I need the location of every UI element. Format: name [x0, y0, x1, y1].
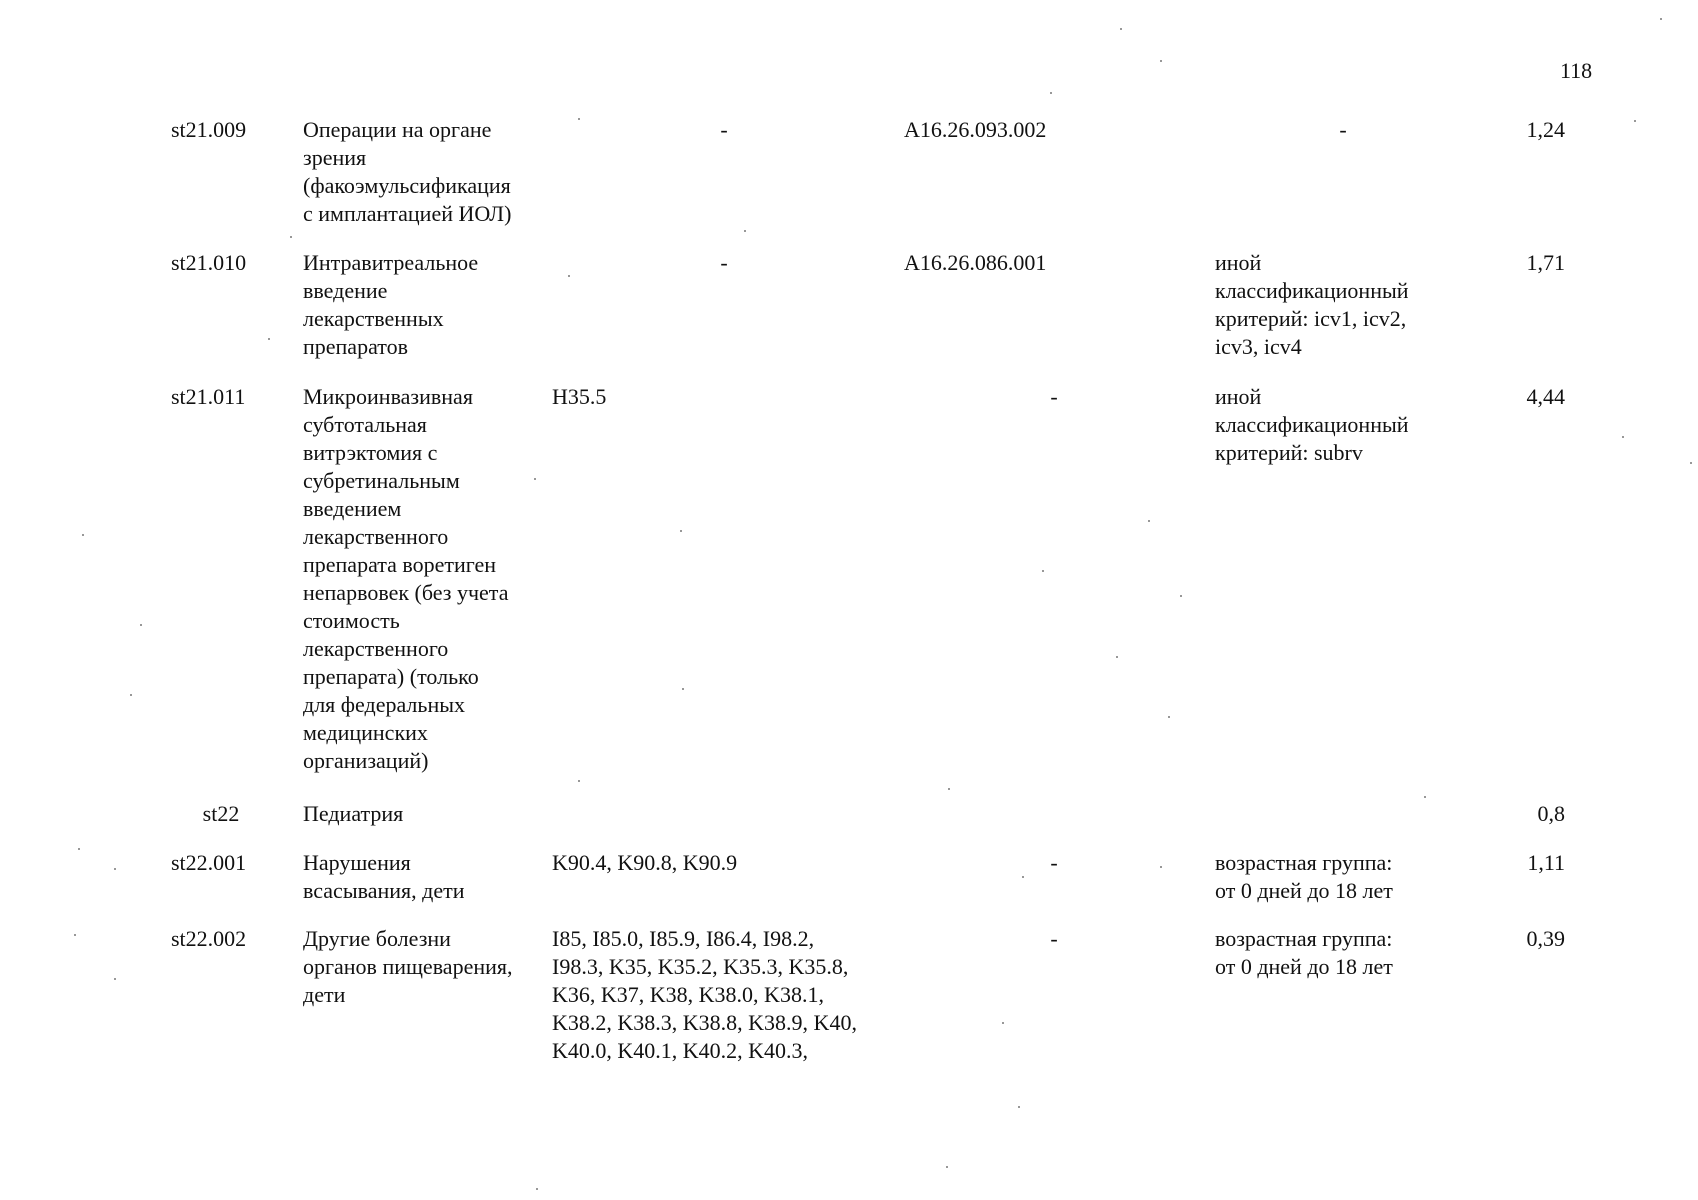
row-name: Интравитреальное введение лекарственных препаратов	[303, 250, 479, 359]
row-code: st21.009	[171, 117, 247, 142]
row-service: -	[1050, 926, 1058, 951]
row-criteria: иной классификационный критерий: subrv	[1215, 384, 1409, 465]
scan-speck	[1120, 28, 1122, 30]
scan-speck	[948, 788, 950, 790]
scan-speck	[1042, 570, 1044, 572]
row-coefficient: 0,8	[1537, 801, 1565, 826]
scan-speck	[1660, 18, 1662, 20]
row-coefficient: 1,11	[1527, 850, 1565, 875]
row-service: -	[1050, 384, 1058, 409]
row-service: A16.26.086.001	[904, 250, 1047, 275]
scan-speck	[82, 534, 84, 536]
scan-speck	[130, 694, 132, 696]
scan-speck	[74, 934, 76, 936]
scan-speck	[1622, 436, 1624, 438]
row-service: A16.26.093.002	[904, 117, 1047, 142]
scan-speck	[578, 118, 580, 120]
scan-speck	[946, 1166, 948, 1168]
row-coefficient: 0,39	[1526, 926, 1565, 951]
row-diagnosis: -	[720, 250, 728, 275]
scan-speck	[1160, 866, 1162, 868]
scan-speck	[578, 780, 580, 782]
scan-speck	[568, 275, 570, 277]
scan-speck	[1002, 1022, 1004, 1024]
row-criteria: иной классификационный критерий: icv1, icv2, icv3, icv4	[1215, 250, 1409, 359]
scan-speck	[140, 624, 142, 626]
row-diagnosis: H35.5	[552, 384, 607, 409]
scan-speck	[1424, 796, 1426, 798]
scan-speck	[1050, 92, 1052, 94]
scan-speck	[78, 848, 80, 850]
row-criteria: -	[1339, 117, 1347, 142]
row-diagnosis: -	[720, 117, 728, 142]
row-criteria: возрастная группа: от 0 дней до 18 лет	[1215, 926, 1393, 979]
scan-speck	[1148, 520, 1150, 522]
scan-speck	[682, 688, 684, 690]
row-name: Операции на органе зрения (факоэмульсификация с имплантацией ИОЛ)	[303, 117, 512, 226]
scan-speck	[1022, 876, 1024, 878]
row-name: Микроинвазивная субтотальная витрэктомия с субретинальным введением лекарственного препарата воретиген непарвовек (без учета стоимость лекарственного препарата) (только для федеральных медицинских организаций)	[303, 384, 509, 773]
page-number: 118	[1560, 58, 1593, 83]
row-coefficient: 1,71	[1526, 250, 1565, 275]
scan-speck	[268, 338, 270, 340]
row-name: Нарушения всасывания, дети	[303, 850, 465, 903]
scan-speck	[1690, 462, 1692, 464]
scan-speck	[1168, 716, 1170, 718]
row-diagnosis: I85, I85.0, I85.9, I86.4, I98.2, I98.3, K35, K35.2, K35.3, K35.8, K36, K37, K38, K38.0, K38.1, K38.2, K38.3, K38.8, K38.9, K40, K40.0, K40.1, K40.2, K40.3,	[552, 926, 857, 1063]
scan-speck	[114, 868, 116, 870]
row-code: st22.002	[171, 926, 247, 951]
scan-speck	[534, 478, 536, 480]
row-service: -	[1050, 850, 1058, 875]
scan-speck	[1018, 1106, 1020, 1108]
scan-speck	[1116, 656, 1118, 658]
row-coefficient: 4,44	[1526, 384, 1565, 409]
row-name: Другие болезни органов пищеварения, дети	[303, 926, 513, 1007]
scan-speck	[1160, 60, 1162, 62]
scan-speck	[1634, 120, 1636, 122]
scan-speck	[114, 978, 116, 980]
row-diagnosis: K90.4, K90.8, K90.9	[552, 850, 738, 875]
scan-speck	[1180, 595, 1182, 597]
scan-speck	[744, 230, 746, 232]
row-code: st22.001	[171, 850, 247, 875]
row-code: st21.011	[171, 384, 246, 409]
row-coefficient: 1,24	[1526, 117, 1565, 142]
scan-speck	[536, 1188, 538, 1190]
scan-speck	[290, 236, 292, 238]
row-name: Педиатрия	[303, 801, 404, 826]
row-criteria: возрастная группа: от 0 дней до 18 лет	[1215, 850, 1393, 903]
row-code: st22	[202, 801, 240, 826]
row-code: st21.010	[171, 250, 247, 275]
scan-speck	[680, 530, 682, 532]
